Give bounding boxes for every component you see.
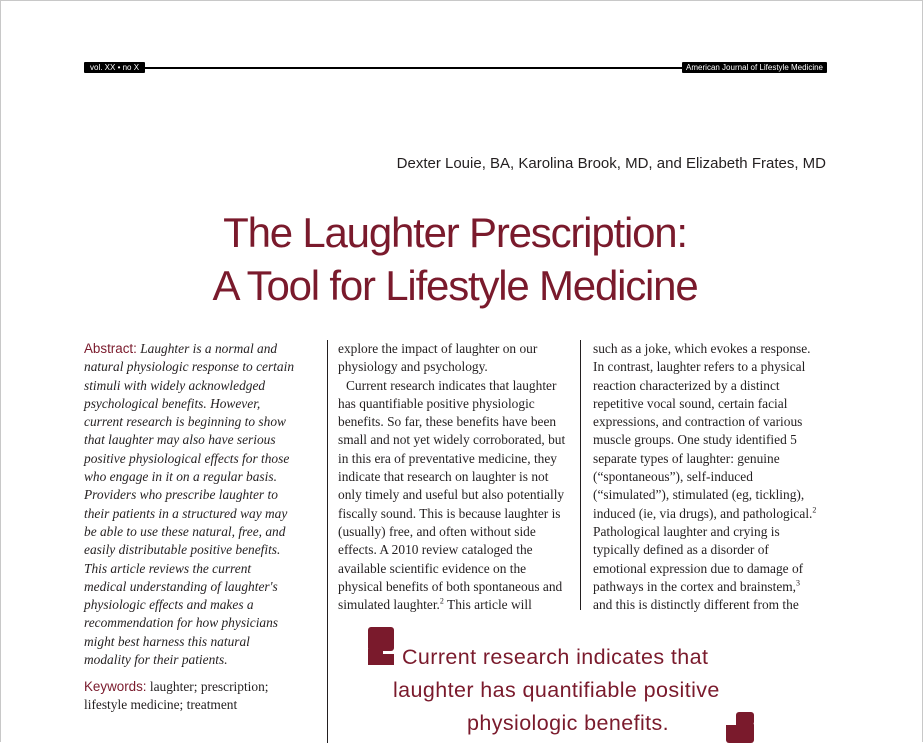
body-line: muscle groups. One study identified 5 <box>593 432 797 448</box>
body-line: benefits. So far, these benefits have been <box>338 414 557 430</box>
body-line: effects. A 2010 review cataloged the <box>338 542 533 558</box>
keywords-label: Keywords: <box>84 679 147 694</box>
citation-superscript: 2 <box>439 596 444 606</box>
body-line: available scientific evidence on the <box>338 560 527 576</box>
body-line: (“spontaneous”), self-induced <box>593 469 753 485</box>
abstract-line: current research is beginning to show <box>84 414 286 430</box>
body-column-2 <box>338 340 573 614</box>
journal-volume-label: vol. XX • no X <box>84 62 145 73</box>
body-line: induced (ie, via drugs), and pathological.$^2$ <box>593 505 817 521</box>
body-line: (“simulated”), stimulated (eg, tickling), <box>593 487 805 503</box>
body-line: In contrast, laughter refers to a physical <box>593 359 806 375</box>
keywords-block <box>84 678 320 715</box>
body-line: such as a joke, which evokes a response. <box>593 341 811 356</box>
article-title-line-1: The Laughter Prescription: <box>223 209 687 256</box>
body-line: typically defined as a disorder of <box>593 542 769 558</box>
citation-superscript: 3 <box>796 578 801 588</box>
abstract-line: medical understanding of laughter's <box>84 578 278 594</box>
body-line: repetitive vocal sound, certain facial <box>593 395 788 411</box>
pull-quote-line-3: physiologic benefits. <box>467 711 670 735</box>
close-quote-icon <box>726 712 754 743</box>
column-divider-2 <box>580 340 581 610</box>
abstract-line: Abstract: Laughter is a normal and <box>84 341 278 356</box>
body-line: Pathological laughter and crying is <box>593 523 780 539</box>
keywords-line: Keywords: laughter; prescription; <box>84 679 269 694</box>
abstract-line: stimuli with widely acknowledged <box>84 377 266 393</box>
keywords-line: lifestyle medicine; treatment <box>84 697 238 713</box>
abstract-line: easily distributable positive benefits. <box>84 542 281 558</box>
abstract-line: their patients in a structured way may <box>84 505 288 521</box>
body-column-3 <box>593 340 833 614</box>
abstract-line: Providers who prescribe laughter to <box>84 487 278 503</box>
abstract-column <box>84 340 320 669</box>
abstract-line: physiologic effects and makes a <box>84 597 254 613</box>
abstract-line: recommendation for how physicians <box>84 615 279 631</box>
abstract-line: be able to use these natural, free, and <box>84 523 286 539</box>
body-line: reaction characterized by a distinct <box>593 377 780 393</box>
abstract-line: positive physiological effects for those <box>84 450 290 466</box>
body-line: fiscally sound. This is because laughter is <box>338 505 561 521</box>
body-line: separate types of laughter: genuine <box>593 450 780 466</box>
abstract-line: who engage in it on a regular basis. <box>84 469 277 485</box>
pull-quote-line-1: Current research indicates that <box>402 645 709 669</box>
body-line: Current research indicates that laughter <box>346 377 557 393</box>
body-line: in this era of preventative medicine, they <box>338 450 558 466</box>
body-line: explore the impact of laughter on our <box>338 341 538 356</box>
abstract-line: might best harness this natural <box>84 633 250 649</box>
body-line: (usually) free, and often without side <box>338 523 536 539</box>
body-line: simulated laughter.$^2$ This article will <box>338 596 532 613</box>
article-authors: Dexter Louie, BA, Karolina Brook, MD, and Elizabeth Frates, MD <box>396 155 826 172</box>
body-line: small and not yet widely corroborated, but <box>338 432 566 448</box>
body-line: physical benefits of both spontaneous and <box>338 578 563 594</box>
abstract-label: Abstract: <box>84 341 137 356</box>
abstract-line: that laughter may also have serious <box>84 432 276 448</box>
abstract-line: This article reviews the current <box>84 560 252 576</box>
body-line: expressions, and contraction of various <box>593 414 803 430</box>
open-quote-icon <box>368 627 394 665</box>
body-line: physiology and psychology. <box>338 359 488 375</box>
pull-quote-line-2: laughter has quantifiable positive <box>393 678 720 702</box>
abstract-line: psychological benefits. However, <box>84 395 261 411</box>
abstract-line: modality for their patients. <box>84 652 228 668</box>
abstract-line: natural physiologic response to certain <box>84 359 295 375</box>
body-line: indicate that research on laughter is not <box>338 469 549 485</box>
citation-superscript: 2 <box>812 505 817 515</box>
journal-name-label: American Journal of Lifestyle Medicine <box>682 62 827 73</box>
body-line: pathways in the cortex and brainstem,$^3$ <box>593 578 801 594</box>
body-line: and this is distinctly different from the <box>593 597 799 613</box>
column-divider-1 <box>327 340 328 743</box>
body-line: only timely and useful but also potentially <box>338 487 565 503</box>
body-line: has quantifiable positive physiologic <box>338 395 535 411</box>
body-line: emotional expression due to damage of <box>593 560 804 576</box>
article-title-line-2: A Tool for Lifestyle Medicine <box>212 262 698 309</box>
